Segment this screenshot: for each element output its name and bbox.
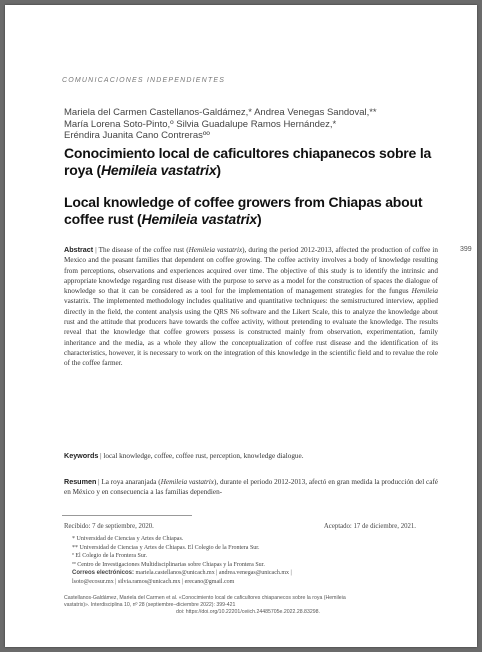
- abstract-text-2: ), during the period 2012-2013, affected the production of coffee in Mexico and the peasant families that dependent on coffee growing. The coffee activity involves a body of knowledge resulting from perceptions, observations and experiences acquired over time. The objective of this study is to identify the intrinsic and appropriate knowledge regarding rust disease with the purpose to serve as a model for the construction of spaces the dialogue of knowledge so that it can be considered as a tool for the implementation of management strategies for the fungus: [64, 246, 439, 296]
- author-list: [64, 107, 438, 142]
- email-line-1: [64, 569, 440, 578]
- affiliation-2: ** Universidad de Ciencias y Artes de Chiapas. El Colegio de la Frontera Sur.: [72, 544, 260, 551]
- author-line-3: Eréndira Juanita Cano Contrerasºº: [64, 130, 210, 141]
- citation-line-2: vastatrix)». Interdisciplina 10, nº 28 (septiembre–diciembre 2022): 399-421: [64, 602, 236, 609]
- footnote-divider: [62, 515, 192, 516]
- affiliations: [64, 535, 440, 587]
- abstract-label: Abstract: [64, 245, 94, 254]
- citation-block: [64, 595, 440, 617]
- keywords-paragraph: [64, 451, 438, 461]
- received-date: Recibido: 7 de septiembre, 2020.: [64, 523, 154, 530]
- title-english: [64, 194, 438, 228]
- abstract-species-1: Hemileia vastatrix: [188, 246, 243, 254]
- author-line-1: Mariela del Carmen Castellanos-Galdámez,* Andrea Venegas Sandoval,**: [64, 107, 377, 118]
- citation-line-1: Castellanos-Galdámez, Mariela del Carmen et al. «Conocimiento local de caficultores chiapanecos sobre la roya (Hemileia: [64, 595, 346, 601]
- page-number: 399: [460, 246, 472, 253]
- email-line-2: lsoto@ecosur.mx | silvia.ramos@unicach.mx | erecano@gmail.com: [72, 578, 235, 585]
- email-list-1: mariela.castellanos@unicach.mx | andrea.venegas@unicach.mx |: [134, 570, 292, 577]
- abstract-paragraph: [64, 245, 438, 369]
- affiliation-4: ºº Centro de Investigaciones Multidisciplinarias sobre Chiapas y la Frontera Sur.: [72, 561, 265, 568]
- abstract-species-2: Hemileia: [411, 287, 438, 296]
- abstract-text-1: The disease of the coffee rust (: [98, 246, 189, 254]
- title-english-close: ): [257, 211, 262, 227]
- resumen-label: Resumen: [64, 477, 97, 486]
- keywords-label: Keywords: [64, 451, 99, 460]
- section-label: COMUNICACIONES INDEPENDIENTES: [62, 77, 226, 84]
- abstract-separator: |: [93, 246, 99, 254]
- email-label: Correos electrónicos:: [72, 570, 135, 577]
- title-english-species: Hemileia vastatrix: [141, 211, 257, 227]
- abstract-text-3: vastatrix. The implemented methodology includes qualitative and quantitative techniques: the semistructured interview, applied directly in the field, the content analysis using the QRS N6 software and the Likert Scale, this to analyze the knowledge about rust and the attitude that producers have towards the coffee activity, without pretending to evaluate the knowledge. The results reveal that the knowledge that coffee growers possess is constructed mainly from observation, experimentation, family inheritance and the media, as a whole they allow the conceptualization of coffee rust disease and the identification of its characteristics, however, it is necessary to work on the integration of this knowledge in the scientific field and to revalue the role of the coffee farmer.: [64, 297, 438, 368]
- resumen-species: Hemileia vastatrix: [160, 478, 214, 486]
- document-page: [5, 5, 477, 647]
- citation-doi: doi: https://doi.org/10.22201/ceiich.24485705e.2022.28.83298.: [176, 609, 320, 616]
- title-spanish: [64, 145, 438, 179]
- author-line-2: María Lorena Soto-Pinto,º Silvia Guadalupe Ramos Hernández,*: [64, 118, 337, 130]
- resumen-paragraph: [64, 477, 438, 498]
- title-spanish-close: ): [216, 162, 221, 178]
- affiliation-3: º El Colegio de la Frontera Sur.: [72, 553, 148, 560]
- accepted-date: Aceptado: 17 de diciembre, 2021.: [323, 523, 416, 530]
- title-spanish-text: Conocimiento local de caficultores chiapanecos sobre la roya (: [64, 145, 432, 178]
- affiliation-1: * Universidad de Ciencias y Artes de Chiapas.: [72, 536, 184, 542]
- keywords-text: | local knowledge, coffee, coffee rust, perception, knowledge dialogue.: [98, 452, 304, 460]
- title-english-text: Local knowledge of coffee growers from Chiapas about coffee rust (: [64, 194, 423, 227]
- resumen-text-2: ), durante el periodo 2012-2013, afectó en gran medida la producción del café en México y en consecuencia a las familias dependien-: [64, 478, 439, 497]
- title-spanish-species: Hemileia vastatrix: [100, 162, 217, 178]
- resumen-text-1: | La roya anaranjada (: [96, 478, 161, 486]
